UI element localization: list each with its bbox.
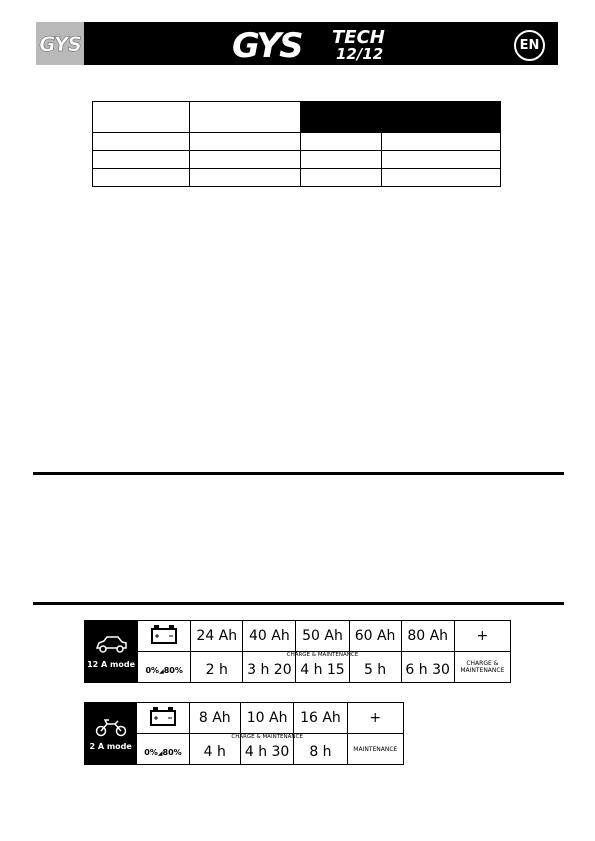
charge-table-12a <box>84 620 511 683</box>
time-cell: 2 h <box>191 652 243 683</box>
table-cell <box>93 151 190 169</box>
group-label: CHARGE & MAINTENANCE <box>231 734 303 740</box>
product-logo: GYS TECH 12/12 <box>232 26 385 66</box>
capacity-cell: 24 Ah <box>191 621 243 652</box>
time-cell: 8 h <box>294 734 347 765</box>
table-cell <box>190 133 301 151</box>
time-cell: CHARGE & MAINTENANCE 4 h 15 <box>296 652 349 683</box>
table-cell <box>301 151 382 169</box>
capacity-cell: 8 Ah <box>189 703 240 734</box>
triangle-icon: ◢ <box>159 667 164 675</box>
table-cell <box>301 102 382 133</box>
table-row <box>85 652 511 683</box>
table-row <box>85 621 511 652</box>
battery-cell <box>138 621 191 652</box>
table-cell <box>93 102 190 133</box>
table-row <box>93 151 501 169</box>
table-cell <box>93 133 190 151</box>
time-cell: CHARGE & MAINTENANCE 4 h 30 <box>240 734 293 765</box>
battery-cell <box>137 703 189 734</box>
mode-label: 12 A mode <box>87 660 135 669</box>
capacity-cell: 60 Ah <box>349 621 401 652</box>
battery-icon <box>149 623 179 645</box>
maintenance-cell: CHARGE & MAINTENANCE <box>454 652 510 683</box>
range-cell: 0%◢80% <box>138 652 191 683</box>
table-cell <box>190 102 301 133</box>
capacity-cell: 50 Ah <box>296 621 349 652</box>
header-banner <box>36 22 558 65</box>
table-row <box>93 133 501 151</box>
table-cell <box>382 151 501 169</box>
capacity-cell: 10 Ah <box>240 703 293 734</box>
time-cell: 6 h 30 <box>401 652 454 683</box>
capacity-cell: + <box>347 703 403 734</box>
table-row <box>93 169 501 187</box>
table-row <box>93 102 501 133</box>
table-cell <box>93 169 190 187</box>
capacity-cell: 16 Ah <box>294 703 347 734</box>
car-icon <box>94 634 128 656</box>
mode-label: 2 A mode <box>89 742 132 751</box>
spec-table <box>92 101 501 187</box>
table-cell <box>190 169 301 187</box>
capacity-cell: 40 Ah <box>243 621 296 652</box>
section-divider <box>33 472 564 475</box>
mode-cell <box>85 621 138 683</box>
gys-logo: GYS <box>36 22 84 65</box>
mode-cell <box>85 703 137 765</box>
charge-table-2a <box>84 702 404 765</box>
table-cell <box>301 169 382 187</box>
range-cell: 0%◢80% <box>137 734 189 765</box>
maintenance-cell: MAINTENANCE <box>347 734 403 765</box>
motorcycle-icon <box>94 716 128 738</box>
table-row <box>85 703 404 734</box>
time-cell: 4 h <box>189 734 240 765</box>
time-cell: 3 h 20 <box>243 652 296 683</box>
capacity-cell: 80 Ah <box>401 621 454 652</box>
time-cell: 5 h <box>349 652 401 683</box>
table-cell <box>382 133 501 151</box>
capacity-cell: + <box>454 621 510 652</box>
triangle-icon: ◢ <box>157 749 163 757</box>
table-cell <box>301 133 382 151</box>
table-cell <box>382 102 501 133</box>
section-divider <box>33 602 564 605</box>
language-badge: EN <box>514 30 545 61</box>
table-cell <box>190 151 301 169</box>
group-label: CHARGE & MAINTENANCE <box>286 652 359 658</box>
battery-icon <box>148 705 178 727</box>
table-cell <box>382 169 501 187</box>
